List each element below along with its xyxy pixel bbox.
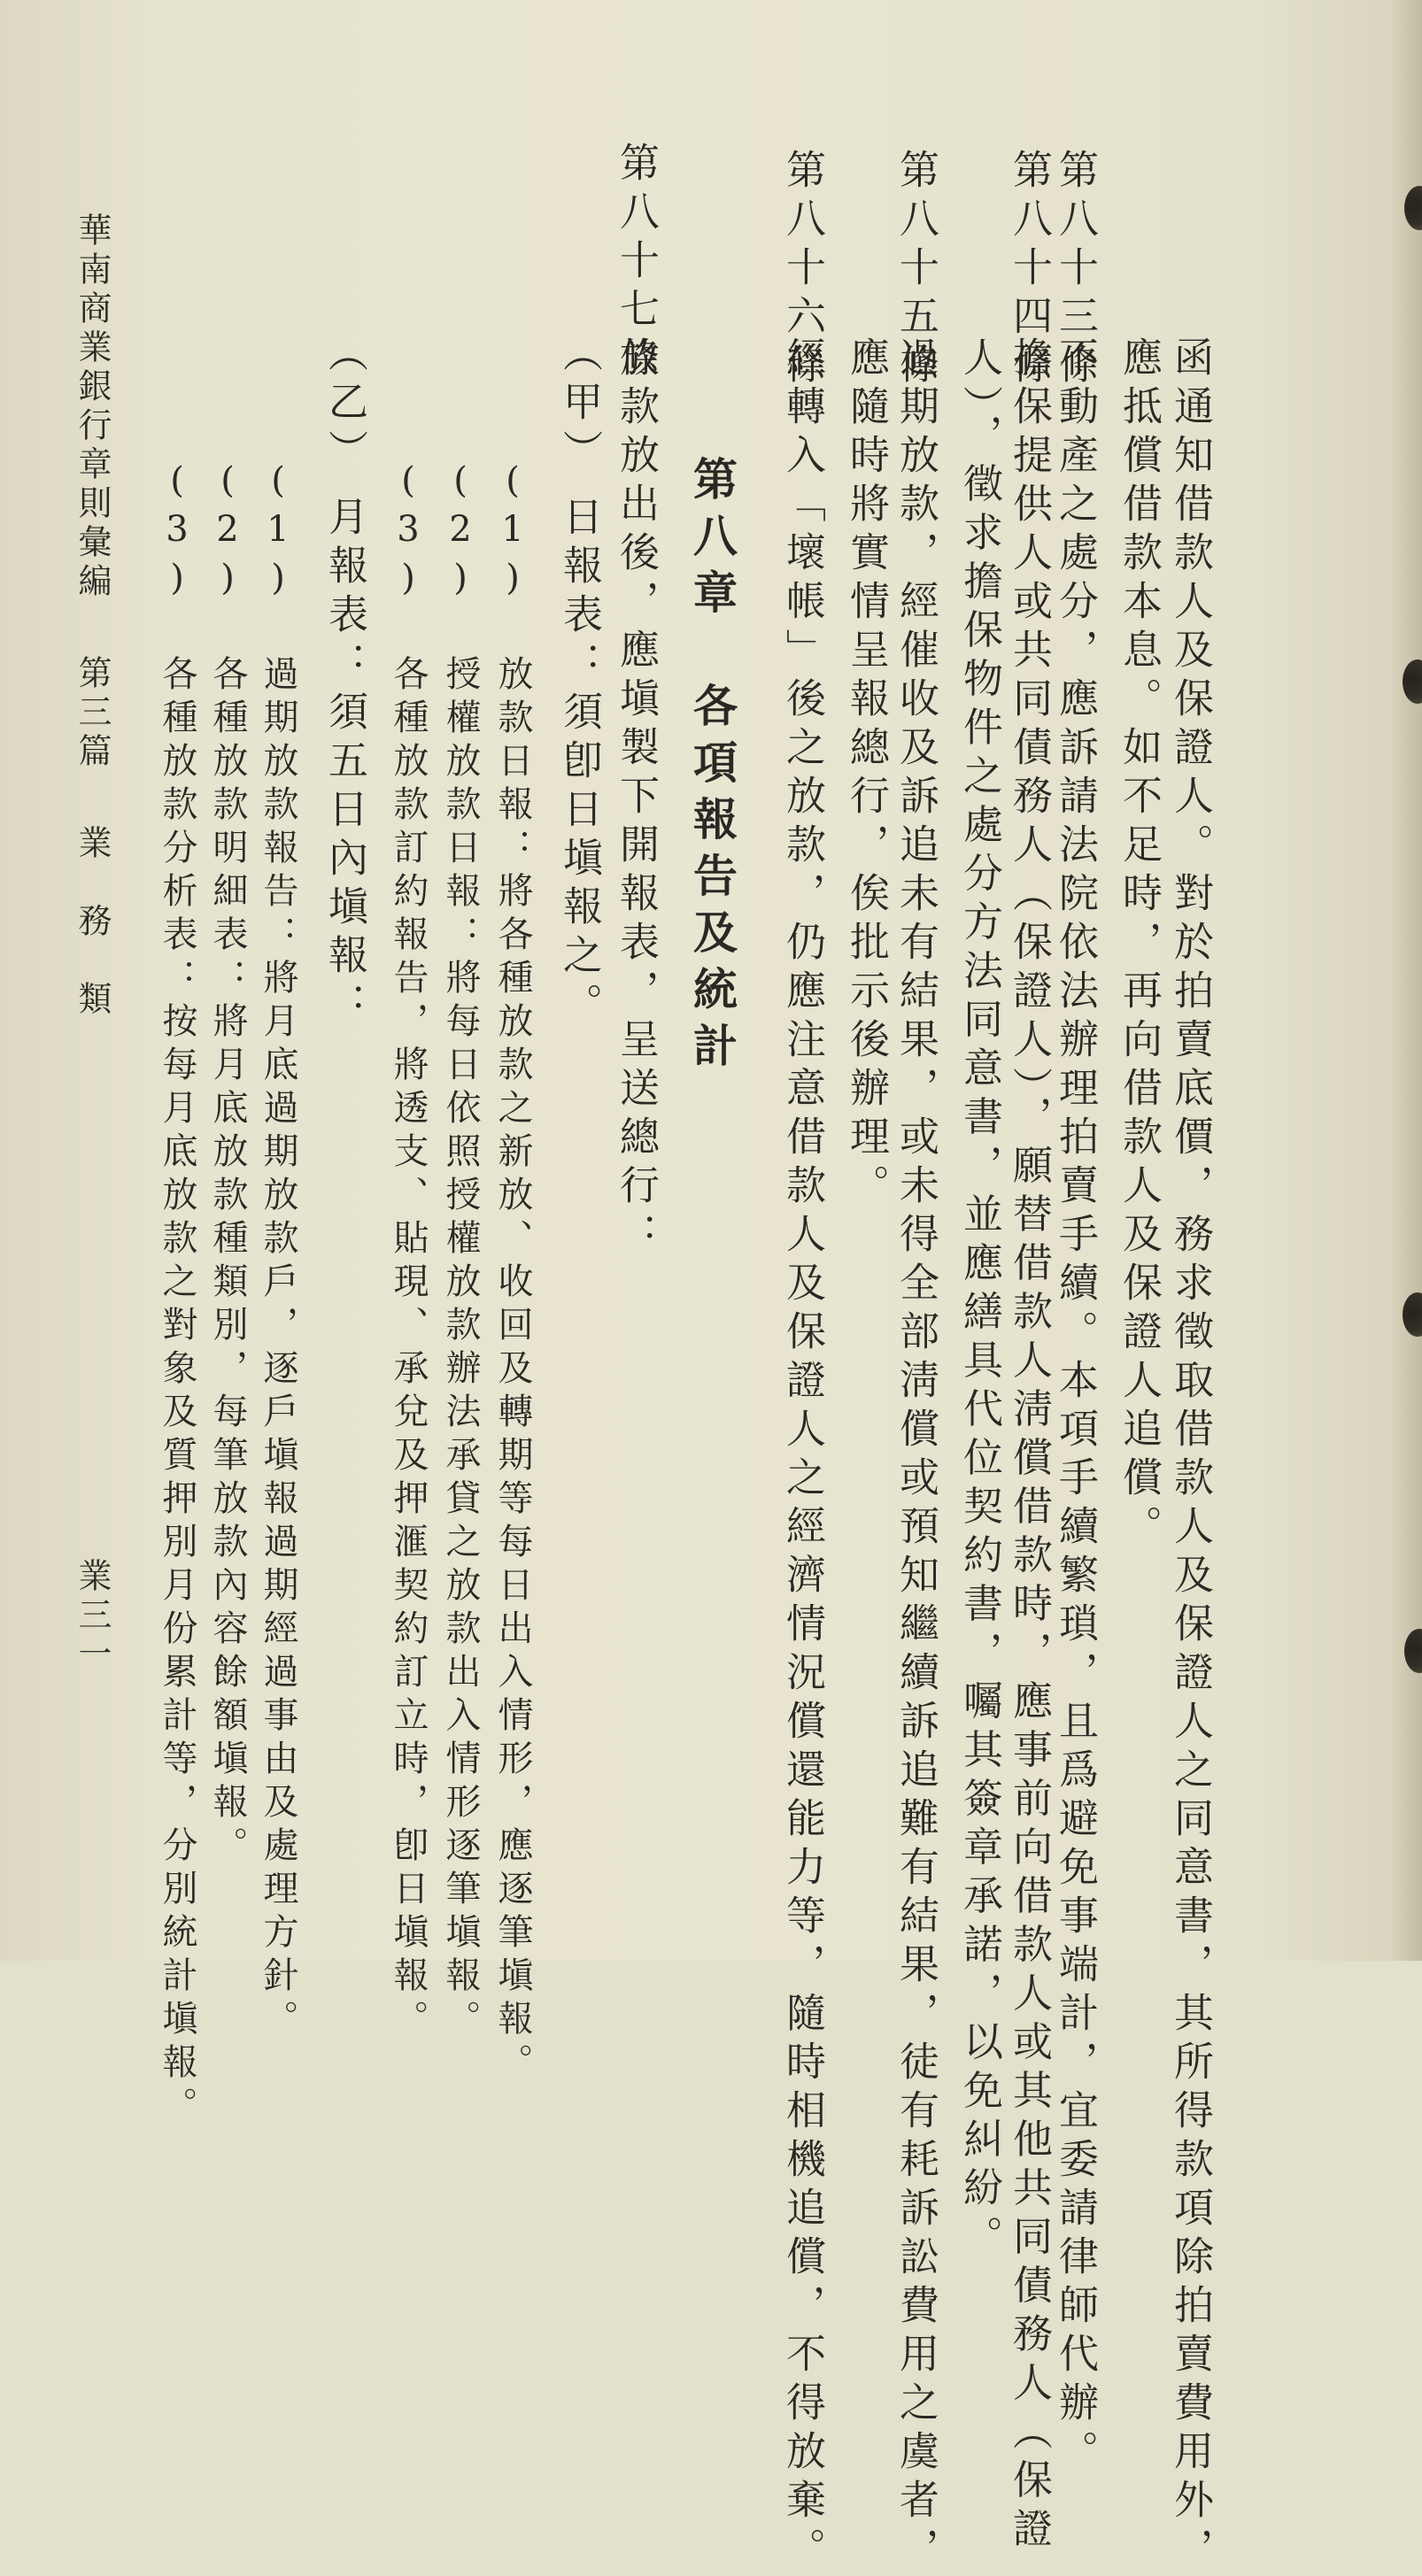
page-edge-shadow — [1390, 0, 1422, 1961]
running-head-book: 華南商業銀行章則彙編 — [73, 212, 112, 602]
page-number: 業三一 — [73, 1558, 112, 1675]
article-84-line-2: 人），徵求擔保物件之處分方法同意書，並應繕具代位契約書，囑其簽章承諾，以免糾紛。 — [956, 336, 1003, 2264]
article-84-label: 第八十四條 — [1006, 149, 1053, 392]
running-head-category: 業 務 類 — [73, 825, 112, 1020]
chapter-title: 第八章 各項報告及統計 — [686, 456, 738, 1079]
article-85-label: 第八十五條 — [893, 149, 939, 392]
daily-report-item-2: (2) 授權放款日報：將每日依照授權放款辦法承貸之放款出入情形逐筆塡報。 — [440, 460, 481, 2043]
article-85-line-2: 應隨時將實情呈報總行，俟批示後辦理。 — [843, 336, 890, 1213]
daily-report-item-3: (3) 各種放款訂約報告，將透支、貼現、承兌及押滙契約訂立時，卽日塡報。 — [388, 460, 429, 2043]
article-87-text: 放款放出後，應塡製下開報表，呈送總行： — [613, 336, 660, 1261]
article-84-line-1: 擔保提供人或共同債務人（保證人），願替借款人淸償借款時，應事前向借款人或其他共同債務人（保證 — [1006, 336, 1053, 2557]
monthly-report-item-2: (2) 各種放款明細表：將月底放款種類別，每筆放款內容餘額塡報。 — [207, 460, 248, 1870]
daily-report-item-1: (1) 放款日報：將各種放款之新放、收回及轉期等每日出入情形，應逐筆塡報。 — [492, 460, 533, 2086]
article-87-label: 第八十七條 — [613, 142, 660, 385]
article-83-text: 不動產之處分，應訴請法院依法辦理拍賣手續。本項手續繁瑣，且爲避免事端計，宜委請律師代辦。 — [1052, 336, 1099, 2479]
article-83-continuation-line-2: 應抵償借款本息。如不足時，再向借款人及保證人追償。 — [1116, 336, 1163, 1554]
daily-reports-marker: （甲） — [556, 332, 603, 478]
article-83-label: 第八十三條 — [1052, 149, 1099, 392]
article-83-continuation-line-1: 函通知借款人及保證人。對於拍賣底價，務求徵取借款人及保證人之同意書，其所得款項除拍賣費用外， — [1167, 336, 1214, 2576]
monthly-report-item-3: (3) 各種放款分析表：按每月底放款之對象及質押別月份累計等，分別統計塡報。 — [157, 460, 197, 2130]
running-head — [71, 212, 113, 1020]
running-head-part: 第三篇 — [73, 655, 112, 772]
monthly-report-item-1: (1) 過期放款報告：將月底過期放款戶，逐戶塡報過期經過事由及處理方針。 — [258, 460, 298, 2043]
monthly-reports-marker: （乙） — [321, 332, 368, 478]
article-85-line-1: 過期放款，經催收及訴追未有結果，或未得全部淸償或預知繼續訴追難有結果，徒有耗訴訟費用之虞者， — [893, 336, 939, 2576]
article-86-label: 第八十六條 — [779, 149, 826, 392]
monthly-reports-heading: 月報表：須五日內塡報： — [321, 496, 368, 1031]
article-86-text: 經轉入「壞帳」後之放款，仍應注意借款人及保證人之經濟情況償還能力等，隨時相機追償，不得放棄。 — [779, 336, 826, 2576]
daily-reports-heading: 日報表：須卽日塡報之。 — [556, 496, 603, 1031]
